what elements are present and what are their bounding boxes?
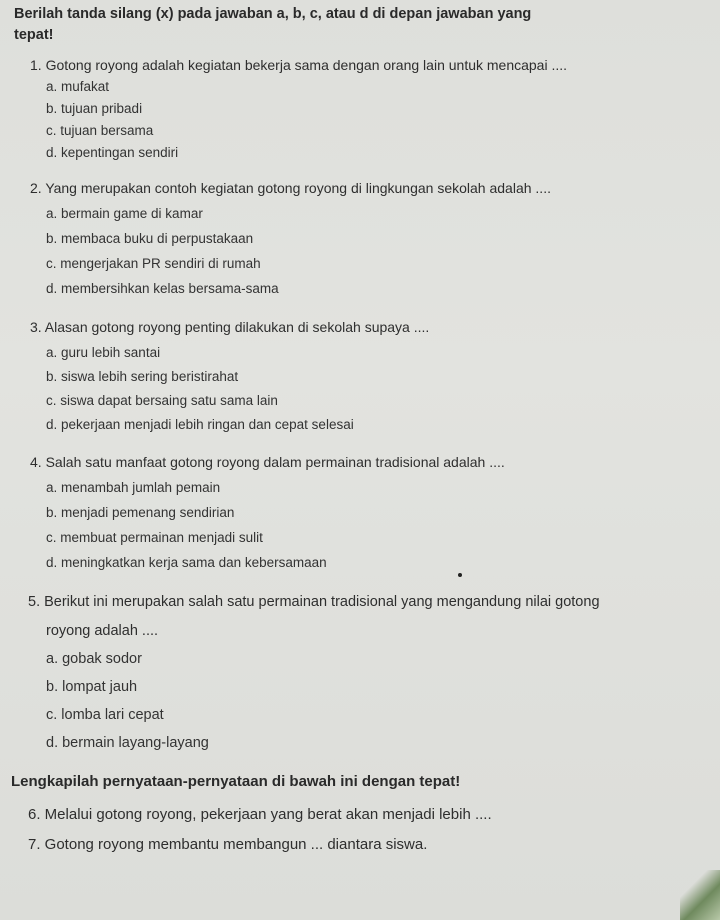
q4-option-d[interactable]: d. meningkatkan kerja sama dan kebersamaan [46,555,327,570]
q2-option-c[interactable]: c. mengerjakan PR sendiri di rumah [46,256,261,271]
instructions [14,4,720,46]
q3-option-a[interactable]: a. guru lebih santai [46,345,161,360]
q1-option-b[interactable]: b. tujuan pribadi [46,101,143,116]
instruction-line-2: tepat! [14,27,54,43]
q2-option-b[interactable]: b. membaca buku di perpustakaan [46,231,254,246]
section-2-title: Lengkapilah pernyataan-pernyataan di bawah ini dengan tepat! [11,773,461,790]
q3-option-c[interactable]: c. siswa dapat bersaing satu sama lain [46,393,278,408]
fill-in-6: 6. Melalui gotong royong, pekerjaan yang berat akan menjadi lebih .... [28,806,492,823]
ink-dot [458,573,462,577]
q1-option-a[interactable]: a. mufakat [46,79,110,94]
photo-corner-shadow [680,870,720,920]
fill-in-7: 7. Gotong royong membantu membangun ... diantara siswa. [28,836,428,853]
instruction-line-1: Berilah tanda silang (x) pada jawaban a, b, c, atau d di depan jawaban yang [14,6,532,22]
q3-option-b[interactable]: b. siswa lebih sering beristirahat [46,369,239,384]
q4-option-c[interactable]: c. membuat permainan menjadi sulit [46,530,263,545]
q4-option-b[interactable]: b. menjadi pemenang sendirian [46,505,235,520]
q2-option-d[interactable]: d. membersihkan kelas bersama-sama [46,281,279,296]
question-4: 4. Salah satu manfaat gotong royong dalam permainan tradisional adalah .... [30,454,505,470]
question-5: 5. Berikut ini merupakan salah satu permainan tradisional yang mengandung nilai gotong [28,594,600,610]
question-5-continued: royong adalah .... [46,623,159,639]
q2-option-a[interactable]: a. bermain game di kamar [46,206,203,221]
question-1: 1. Gotong royong adalah kegiatan bekerja sama dengan orang lain untuk mencapai .... [30,57,568,73]
q5-option-a[interactable]: a. gobak sodor [46,651,142,667]
question-3: 3. Alasan gotong royong penting dilakukan di sekolah supaya .... [30,319,430,335]
q4-option-a[interactable]: a. menambah jumlah pemain [46,480,221,495]
q5-option-b[interactable]: b. lompat jauh [46,679,138,695]
q1-option-c[interactable]: c. tujuan bersama [46,123,154,138]
q5-option-d[interactable]: d. bermain layang-layang [46,735,209,751]
q1-option-d[interactable]: d. kepentingan sendiri [46,145,179,160]
q3-option-d[interactable]: d. pekerjaan menjadi lebih ringan dan cepat selesai [46,417,354,432]
q5-option-c[interactable]: c. lomba lari cepat [46,707,164,723]
question-2: 2. Yang merupakan contoh kegiatan gotong royong di lingkungan sekolah adalah .... [30,180,551,196]
